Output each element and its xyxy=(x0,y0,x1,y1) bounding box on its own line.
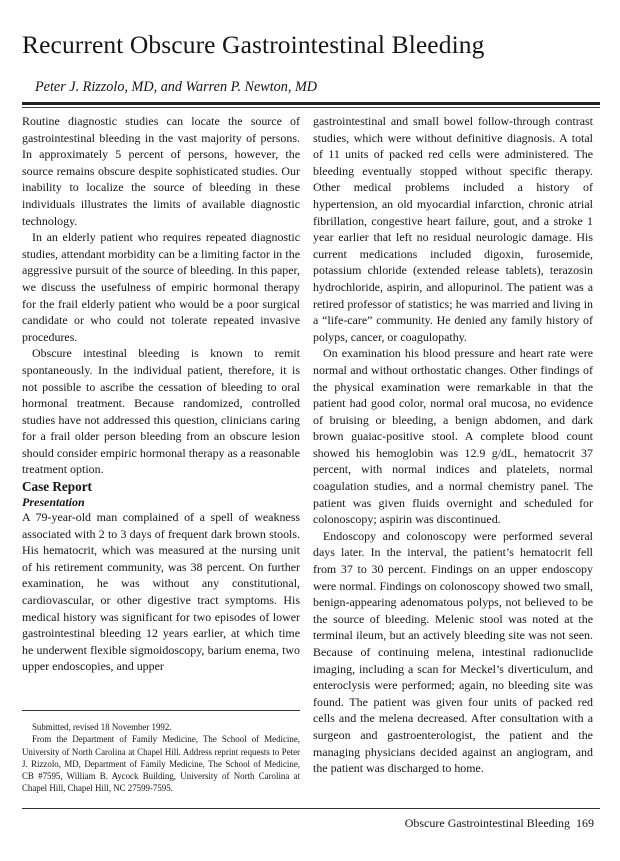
left-column xyxy=(22,113,300,675)
page-number: 169 xyxy=(576,816,594,830)
article-title: Recurrent Obscure Gastrointestinal Bleeding xyxy=(22,30,485,59)
case-paragraph-continued: gastrointestinal and small bowel follow-through contrast studies, which were without definitive diagnosis. A total of 11 units of packed red cells were administered. The bleeding eventually stopped without specific therapy. Other medical problems included a history of hypertension, an old myocardial infarction, chronic atrial fibrillation, congestive heart failure, gout, and a stroke 1 year earlier that left no residual neurologic damage. His current medications included digoxin, furosemide, potassium chloride (extended release tablets), terazosin hydrochloride, aspirin, and allopurinol. The patient was a retired professor of statistics; he was married and living in a “life-care” community. He denied any family history of polyps, cancer, or coagulopathy. xyxy=(313,114,593,344)
right-column xyxy=(313,113,593,777)
header-rule-thick xyxy=(22,102,600,105)
examination-paragraph: On examination his blood pressure and heart rate were normal and without orthostatic changes. Other findings of the physical examination were remarkable in that the patient had good color, normal oral mucosa, no evidence of bruising or bleeding, a benign abdomen, and dark brown guaiac-positive stool. A complete blood count showed his hemoglobin was 12.9 g/dL, hematocrit 37 percent, with normal indices and platelets, normal coagulation studies, and a normal chemistry panel. The patient was given fluids overnight and scheduled for colonoscopy; aspirin was discontinued. xyxy=(313,346,593,527)
author-line: Peter J. Rizzolo, MD, and Warren P. Newton, MD xyxy=(35,79,318,95)
footnote-submitted: Submitted, revised 18 November 1992. xyxy=(32,722,172,732)
subsection-heading-presentation: Presentation xyxy=(22,495,85,510)
footnotes xyxy=(22,710,300,795)
footer-rule xyxy=(22,808,600,809)
case-paragraph: A 79-year-old man complained of a spell of weakness associated with 2 to 3 days of frequent dark brown stools. His hematocrit, which was measured at the nursing unit of his retirement community, was 38 percent. On further examination, he was without any constitutional, cardiovascular, or other digestive tract symptoms. His medical history was significant for two episodes of lower gastrointestinal bleeding 12 years earlier, at which time he underwent flexible sigmoidoscopy, barium enema, two upper endoscopies, and upper xyxy=(22,510,300,674)
intro-paragraph-1: Routine diagnostic studies can locate the source of gastrointestinal bleeding in the vast majority of persons. In approximately 5 percent of persons, however, the source remains obscure despite sophisticated studies. Our inability to localize the source of bleeding in these individuals illustrates the limits of available diagnostic technology. xyxy=(22,114,300,228)
header-rule-thin xyxy=(22,107,600,108)
running-title: Obscure Gastrointestinal Bleeding xyxy=(404,816,570,830)
endoscopy-paragraph: Endoscopy and colonoscopy were performed several days later. In the interval, the patient’s hematocrit fell from 37 to 30 percent. Findings on an upper endoscopy were normal. Findings on colonoscopy showed two small, benign-appearing adenomatous polyps, not believed to be the source of bleeding. Melenic stool was noted at the terminal ileum, but an actively bleeding site was not seen. Because of continuing melena, intestinal radionuclide imaging, including a scan for Meckel’s diverticulum, and enteroclysis were performed; again, no bleeding site was found. The patient was given four units of packed red cells and the melena decreased. After consultation with a surgeon and gastroenterologist, the patient and the managing physicians decided against an angiogram, and the patient was discharged to home. xyxy=(313,528,593,776)
page-footer xyxy=(405,816,594,831)
intro-paragraph-3: Obscure intestinal bleeding is known to remit spontaneously. In the individual patient, therefore, it is not possible to ascribe the cessation of bleeding to oral hormonal treatment. Because randomized, controlled studies have not addressed this question, clinicians caring for a frail older person bleeding from an obscure lesion should consider empiric hormonal therapy as a reasonable treatment option. xyxy=(22,346,300,477)
intro-paragraph-2: In an elderly patient who requires repeated diagnostic studies, attendant morbidity can be a limiting factor in the aggressive pursuit of the source of bleeding. In this paper, we discuss the usefulness of empiric hormonal therapy for the frail elderly patient who would be a poor surgical candidate or who could not tolerate repeated invasive procedures. xyxy=(22,230,300,344)
footnote-rule xyxy=(22,710,300,711)
footnote-affiliation: From the Department of Family Medicine, The School of Medicine, University of North Carolina at Chapel Hill. Address reprint requests to Peter J. Rizzolo, MD, Department of Family Medicine, The School of Medicine, CB #7595, William B. Aycock Building, University of North Carolina at Chapel Hill, Chapel Hill, NC 27599-7595. xyxy=(22,734,300,794)
section-heading-case-report: Case Report xyxy=(22,479,92,495)
